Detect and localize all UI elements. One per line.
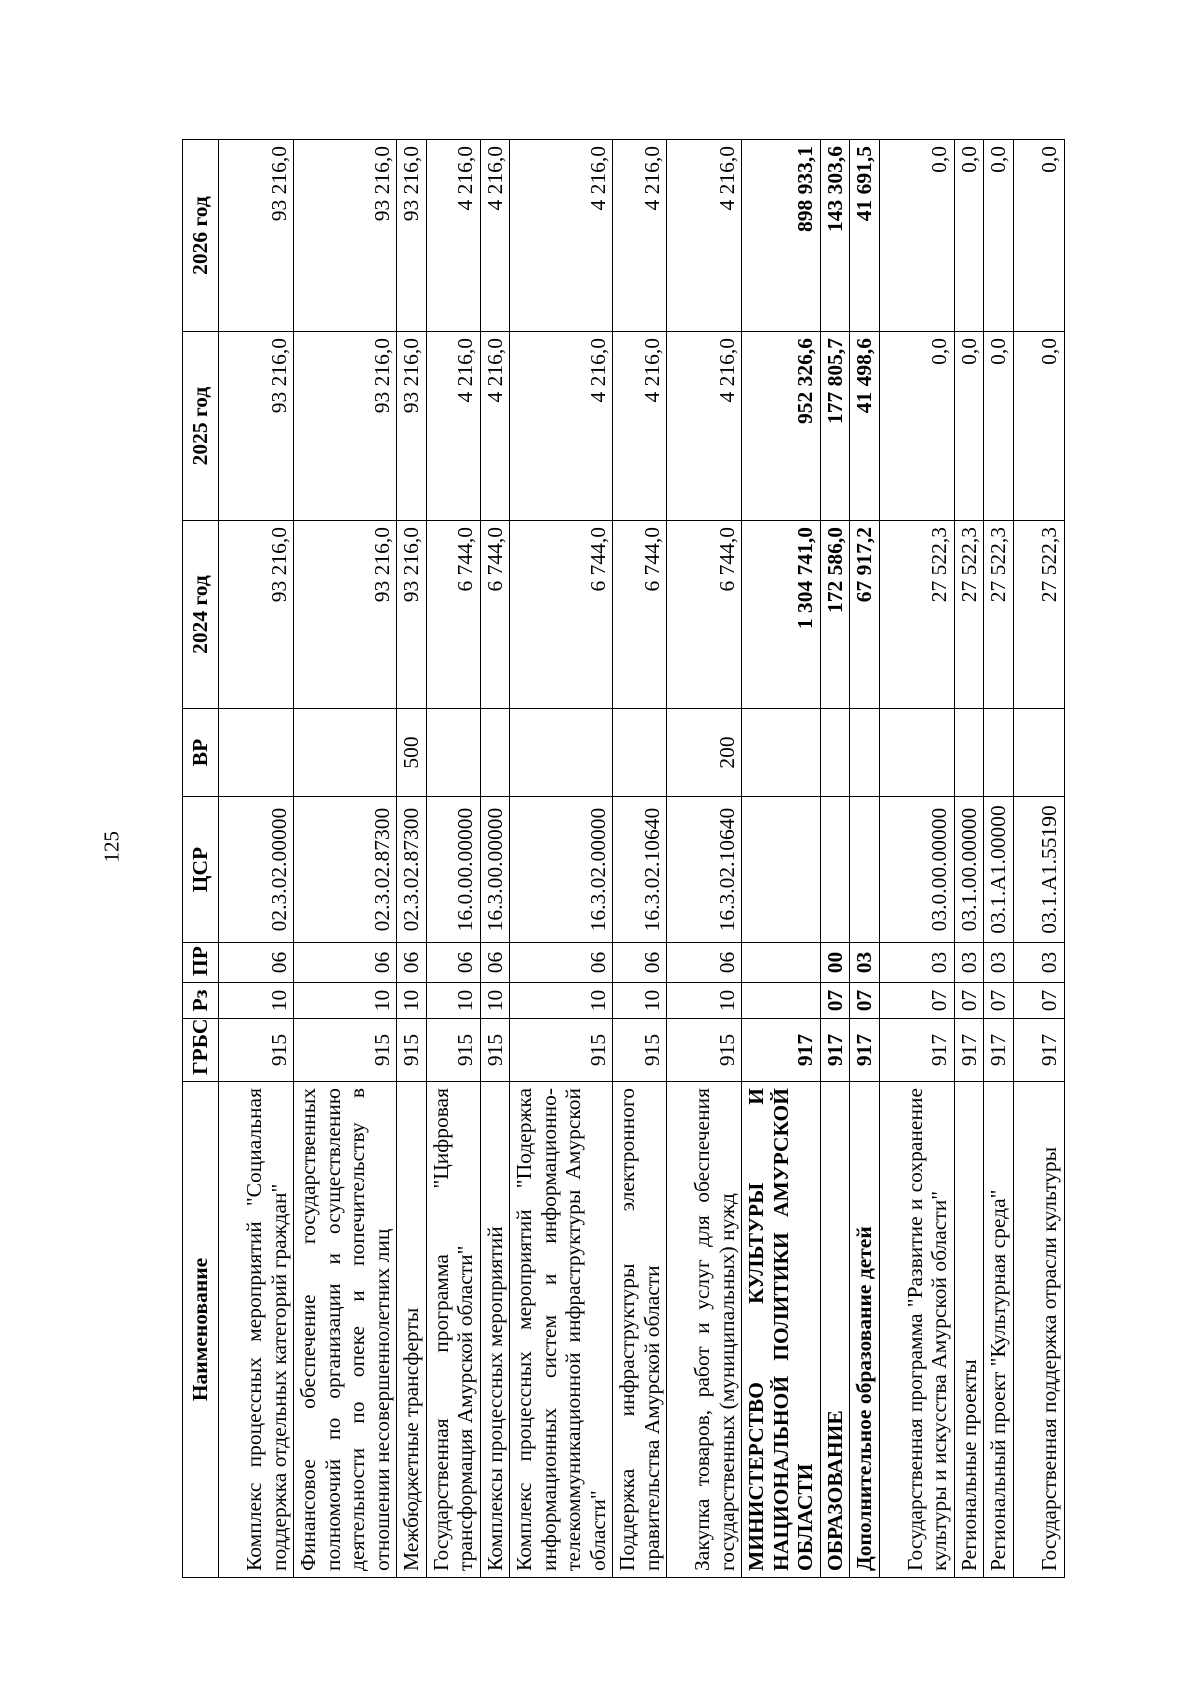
cell-vr: 200: [667, 709, 742, 797]
cell-y2025: 4 216,0: [510, 332, 613, 521]
budget-table: [182, 139, 1065, 1578]
table-body: [219, 140, 1065, 1578]
cell-y2025: 93 216,0: [294, 332, 397, 521]
cell-pr: 06: [510, 943, 613, 983]
table-row: [426, 140, 480, 1578]
cell-grbs: 915: [510, 1019, 613, 1082]
cell-y2026: 4 216,0: [510, 140, 613, 332]
cell-rz: 10: [219, 983, 294, 1019]
cell-rz: 10: [510, 983, 613, 1019]
cell-y2025: 4 216,0: [613, 332, 667, 521]
cell-y2026: 0,0: [1013, 140, 1064, 332]
cell-y2026: 4 216,0: [480, 140, 510, 332]
cell-pr: 06: [480, 943, 510, 983]
cell-y2025: 0,0: [879, 332, 954, 521]
cell-y2026: 4 216,0: [667, 140, 742, 332]
cell-name: Поддержка инфраструктуры электронного правительства Амурской области: [613, 1082, 667, 1578]
cell-csr: 16.3.02.10640: [667, 797, 742, 943]
cell-grbs: 915: [480, 1019, 510, 1082]
cell-pr: [742, 943, 821, 983]
cell-pr: 06: [426, 943, 480, 983]
cell-pr: 06: [294, 943, 397, 983]
cell-grbs: 915: [219, 1019, 294, 1082]
cell-y2026: 0,0: [954, 140, 984, 332]
cell-y2026: 143 303,6: [820, 140, 850, 332]
table-header-row: [183, 140, 219, 1578]
cell-pr: 03: [879, 943, 954, 983]
cell-name: Комплекс процессных мероприятий "Социальная поддержка отдельных категорий граждан": [219, 1082, 294, 1578]
cell-y2025: 93 216,0: [397, 332, 427, 521]
cell-grbs: 917: [954, 1019, 984, 1082]
cell-vr: [850, 709, 880, 797]
cell-grbs: 915: [667, 1019, 742, 1082]
cell-y2025: 4 216,0: [426, 332, 480, 521]
cell-grbs: 917: [742, 1019, 821, 1082]
header-grbs: ГРБС: [183, 1019, 219, 1082]
cell-y2026: 41 691,5: [850, 140, 880, 332]
cell-rz: 07: [1013, 983, 1064, 1019]
table-row: [879, 140, 954, 1578]
cell-y2025: 4 216,0: [480, 332, 510, 521]
cell-csr: 16.3.00.00000: [480, 797, 510, 943]
table-row: [219, 140, 294, 1578]
cell-name: Региональный проект "Культурная среда": [984, 1082, 1014, 1578]
header-rz: Рз: [183, 983, 219, 1019]
cell-name: Государственная программа "Цифровая трансформация Амурской области": [426, 1082, 480, 1578]
cell-y2025: 177 805,7: [820, 332, 850, 521]
cell-csr: [742, 797, 821, 943]
cell-rz: [742, 983, 821, 1019]
cell-grbs: 915: [397, 1019, 427, 1082]
cell-rz: 07: [879, 983, 954, 1019]
cell-y2024: 27 522,3: [879, 521, 954, 709]
cell-name: Дополнительное образование детей: [850, 1082, 880, 1578]
cell-y2026: 0,0: [984, 140, 1014, 332]
cell-rz: 10: [397, 983, 427, 1019]
cell-y2024: 27 522,3: [984, 521, 1014, 709]
cell-y2025: 41 498,6: [850, 332, 880, 521]
header-name: Наименование: [183, 1082, 219, 1578]
table-row: [954, 140, 984, 1578]
cell-grbs: 917: [1013, 1019, 1064, 1082]
table-row: [820, 140, 850, 1578]
cell-vr: [480, 709, 510, 797]
cell-y2025: 952 326,6: [742, 332, 821, 521]
table-row: [850, 140, 880, 1578]
page-number: 125: [99, 831, 124, 863]
cell-y2025: 0,0: [954, 332, 984, 521]
cell-csr: 03.1.00.00000: [954, 797, 984, 943]
cell-pr: 06: [667, 943, 742, 983]
cell-name: Региональные проекты: [954, 1082, 984, 1578]
cell-name: МИНИСТЕРСТВО КУЛЬТУРЫ И НАЦИОНАЛЬНОЙ ПОЛИТИКИ АМУРСКОЙ ОБЛАСТИ: [742, 1082, 821, 1578]
cell-y2026: 93 216,0: [397, 140, 427, 332]
cell-vr: [219, 709, 294, 797]
cell-y2024: 93 216,0: [219, 521, 294, 709]
cell-y2024: 67 917,2: [850, 521, 880, 709]
cell-rz: 07: [850, 983, 880, 1019]
cell-name: Финансовое обеспечение государственных полномочий по организации и осуществлению деятельности по опеке и попечительству в отношении несовершеннолетних лиц: [294, 1082, 397, 1578]
header-csr: ЦСР: [183, 797, 219, 943]
cell-csr: [820, 797, 850, 943]
cell-vr: 500: [397, 709, 427, 797]
table-row: [294, 140, 397, 1578]
cell-rz: 10: [426, 983, 480, 1019]
cell-csr: 16.3.02.00000: [510, 797, 613, 943]
cell-rz: 07: [954, 983, 984, 1019]
cell-pr: 03: [1013, 943, 1064, 983]
cell-pr: 03: [954, 943, 984, 983]
cell-pr: 00: [820, 943, 850, 983]
cell-pr: 06: [613, 943, 667, 983]
cell-csr: 03.1.А1.00000: [984, 797, 1014, 943]
header-vr: ВР: [183, 709, 219, 797]
cell-vr: [426, 709, 480, 797]
cell-csr: 03.1.А1.55190: [1013, 797, 1064, 943]
cell-csr: 02.3.02.87300: [397, 797, 427, 943]
cell-y2024: 1 304 741,0: [742, 521, 821, 709]
cell-vr: [613, 709, 667, 797]
table-row: [742, 140, 821, 1578]
cell-pr: 06: [397, 943, 427, 983]
table-row: [984, 140, 1014, 1578]
cell-name: Государственная поддержка отрасли культуры: [1013, 1082, 1064, 1578]
table-row: [613, 140, 667, 1578]
header-2026: 2026 год: [183, 140, 219, 332]
cell-y2026: 93 216,0: [294, 140, 397, 332]
cell-name: Закупка товаров, работ и услуг для обеспечения государственных (муниципальных) нужд: [667, 1082, 742, 1578]
cell-csr: 02.3.02.00000: [219, 797, 294, 943]
header-2024: 2024 год: [183, 521, 219, 709]
cell-csr: 02.3.02.87300: [294, 797, 397, 943]
cell-grbs: 915: [294, 1019, 397, 1082]
cell-y2024: 6 744,0: [667, 521, 742, 709]
header-pr: ПР: [183, 943, 219, 983]
cell-y2024: 93 216,0: [294, 521, 397, 709]
cell-vr: [742, 709, 821, 797]
table-row: [397, 140, 427, 1578]
cell-name: ОБРАЗОВАНИЕ: [820, 1082, 850, 1578]
cell-csr: 16.0.00.00000: [426, 797, 480, 943]
cell-rz: 07: [984, 983, 1014, 1019]
cell-y2024: 6 744,0: [480, 521, 510, 709]
cell-y2026: 93 216,0: [219, 140, 294, 332]
cell-pr: 03: [984, 943, 1014, 983]
cell-csr: 03.0.00.00000: [879, 797, 954, 943]
cell-y2026: 0,0: [879, 140, 954, 332]
cell-y2026: 4 216,0: [426, 140, 480, 332]
cell-vr: [954, 709, 984, 797]
cell-y2024: 27 522,3: [1013, 521, 1064, 709]
cell-rz: 10: [294, 983, 397, 1019]
cell-y2026: 4 216,0: [613, 140, 667, 332]
table-row: [480, 140, 510, 1578]
cell-y2025: 0,0: [1013, 332, 1064, 521]
cell-y2024: 27 522,3: [954, 521, 984, 709]
cell-vr: [510, 709, 613, 797]
cell-csr: 16.3.02.10640: [613, 797, 667, 943]
cell-y2025: 4 216,0: [667, 332, 742, 521]
cell-vr: [879, 709, 954, 797]
cell-y2026: 898 933,1: [742, 140, 821, 332]
cell-grbs: 917: [820, 1019, 850, 1082]
cell-name: Межбюджетные трансферты: [397, 1082, 427, 1578]
cell-y2024: 6 744,0: [613, 521, 667, 709]
header-2025: 2025 год: [183, 332, 219, 521]
cell-y2025: 0,0: [984, 332, 1014, 521]
cell-pr: 06: [219, 943, 294, 983]
table-row: [1013, 140, 1064, 1578]
cell-grbs: 915: [426, 1019, 480, 1082]
cell-y2024: 6 744,0: [510, 521, 613, 709]
table-row: [667, 140, 742, 1578]
cell-vr: [1013, 709, 1064, 797]
cell-grbs: 917: [984, 1019, 1014, 1082]
cell-y2024: 172 586,0: [820, 521, 850, 709]
cell-csr: [850, 797, 880, 943]
cell-rz: 10: [613, 983, 667, 1019]
cell-name: Комплексы процессных мероприятий: [480, 1082, 510, 1578]
cell-vr: [820, 709, 850, 797]
rotated-table-container: [182, 140, 1061, 1578]
cell-name: Комплекс процессных мероприятий "Подержка информационных систем и информационно-телекоммуникационной инфраструктуры Амурской области": [510, 1082, 613, 1578]
cell-grbs: 917: [850, 1019, 880, 1082]
cell-pr: 03: [850, 943, 880, 983]
cell-rz: 10: [480, 983, 510, 1019]
cell-vr: [294, 709, 397, 797]
cell-vr: [984, 709, 1014, 797]
cell-grbs: 915: [613, 1019, 667, 1082]
cell-rz: 07: [820, 983, 850, 1019]
cell-y2024: 6 744,0: [426, 521, 480, 709]
cell-rz: 10: [667, 983, 742, 1019]
table-row: [510, 140, 613, 1578]
cell-y2024: 93 216,0: [397, 521, 427, 709]
cell-name: Государственная программа "Развитие и сохранение культуры и искусства Амурской области": [879, 1082, 954, 1578]
cell-grbs: 917: [879, 1019, 954, 1082]
cell-y2025: 93 216,0: [219, 332, 294, 521]
